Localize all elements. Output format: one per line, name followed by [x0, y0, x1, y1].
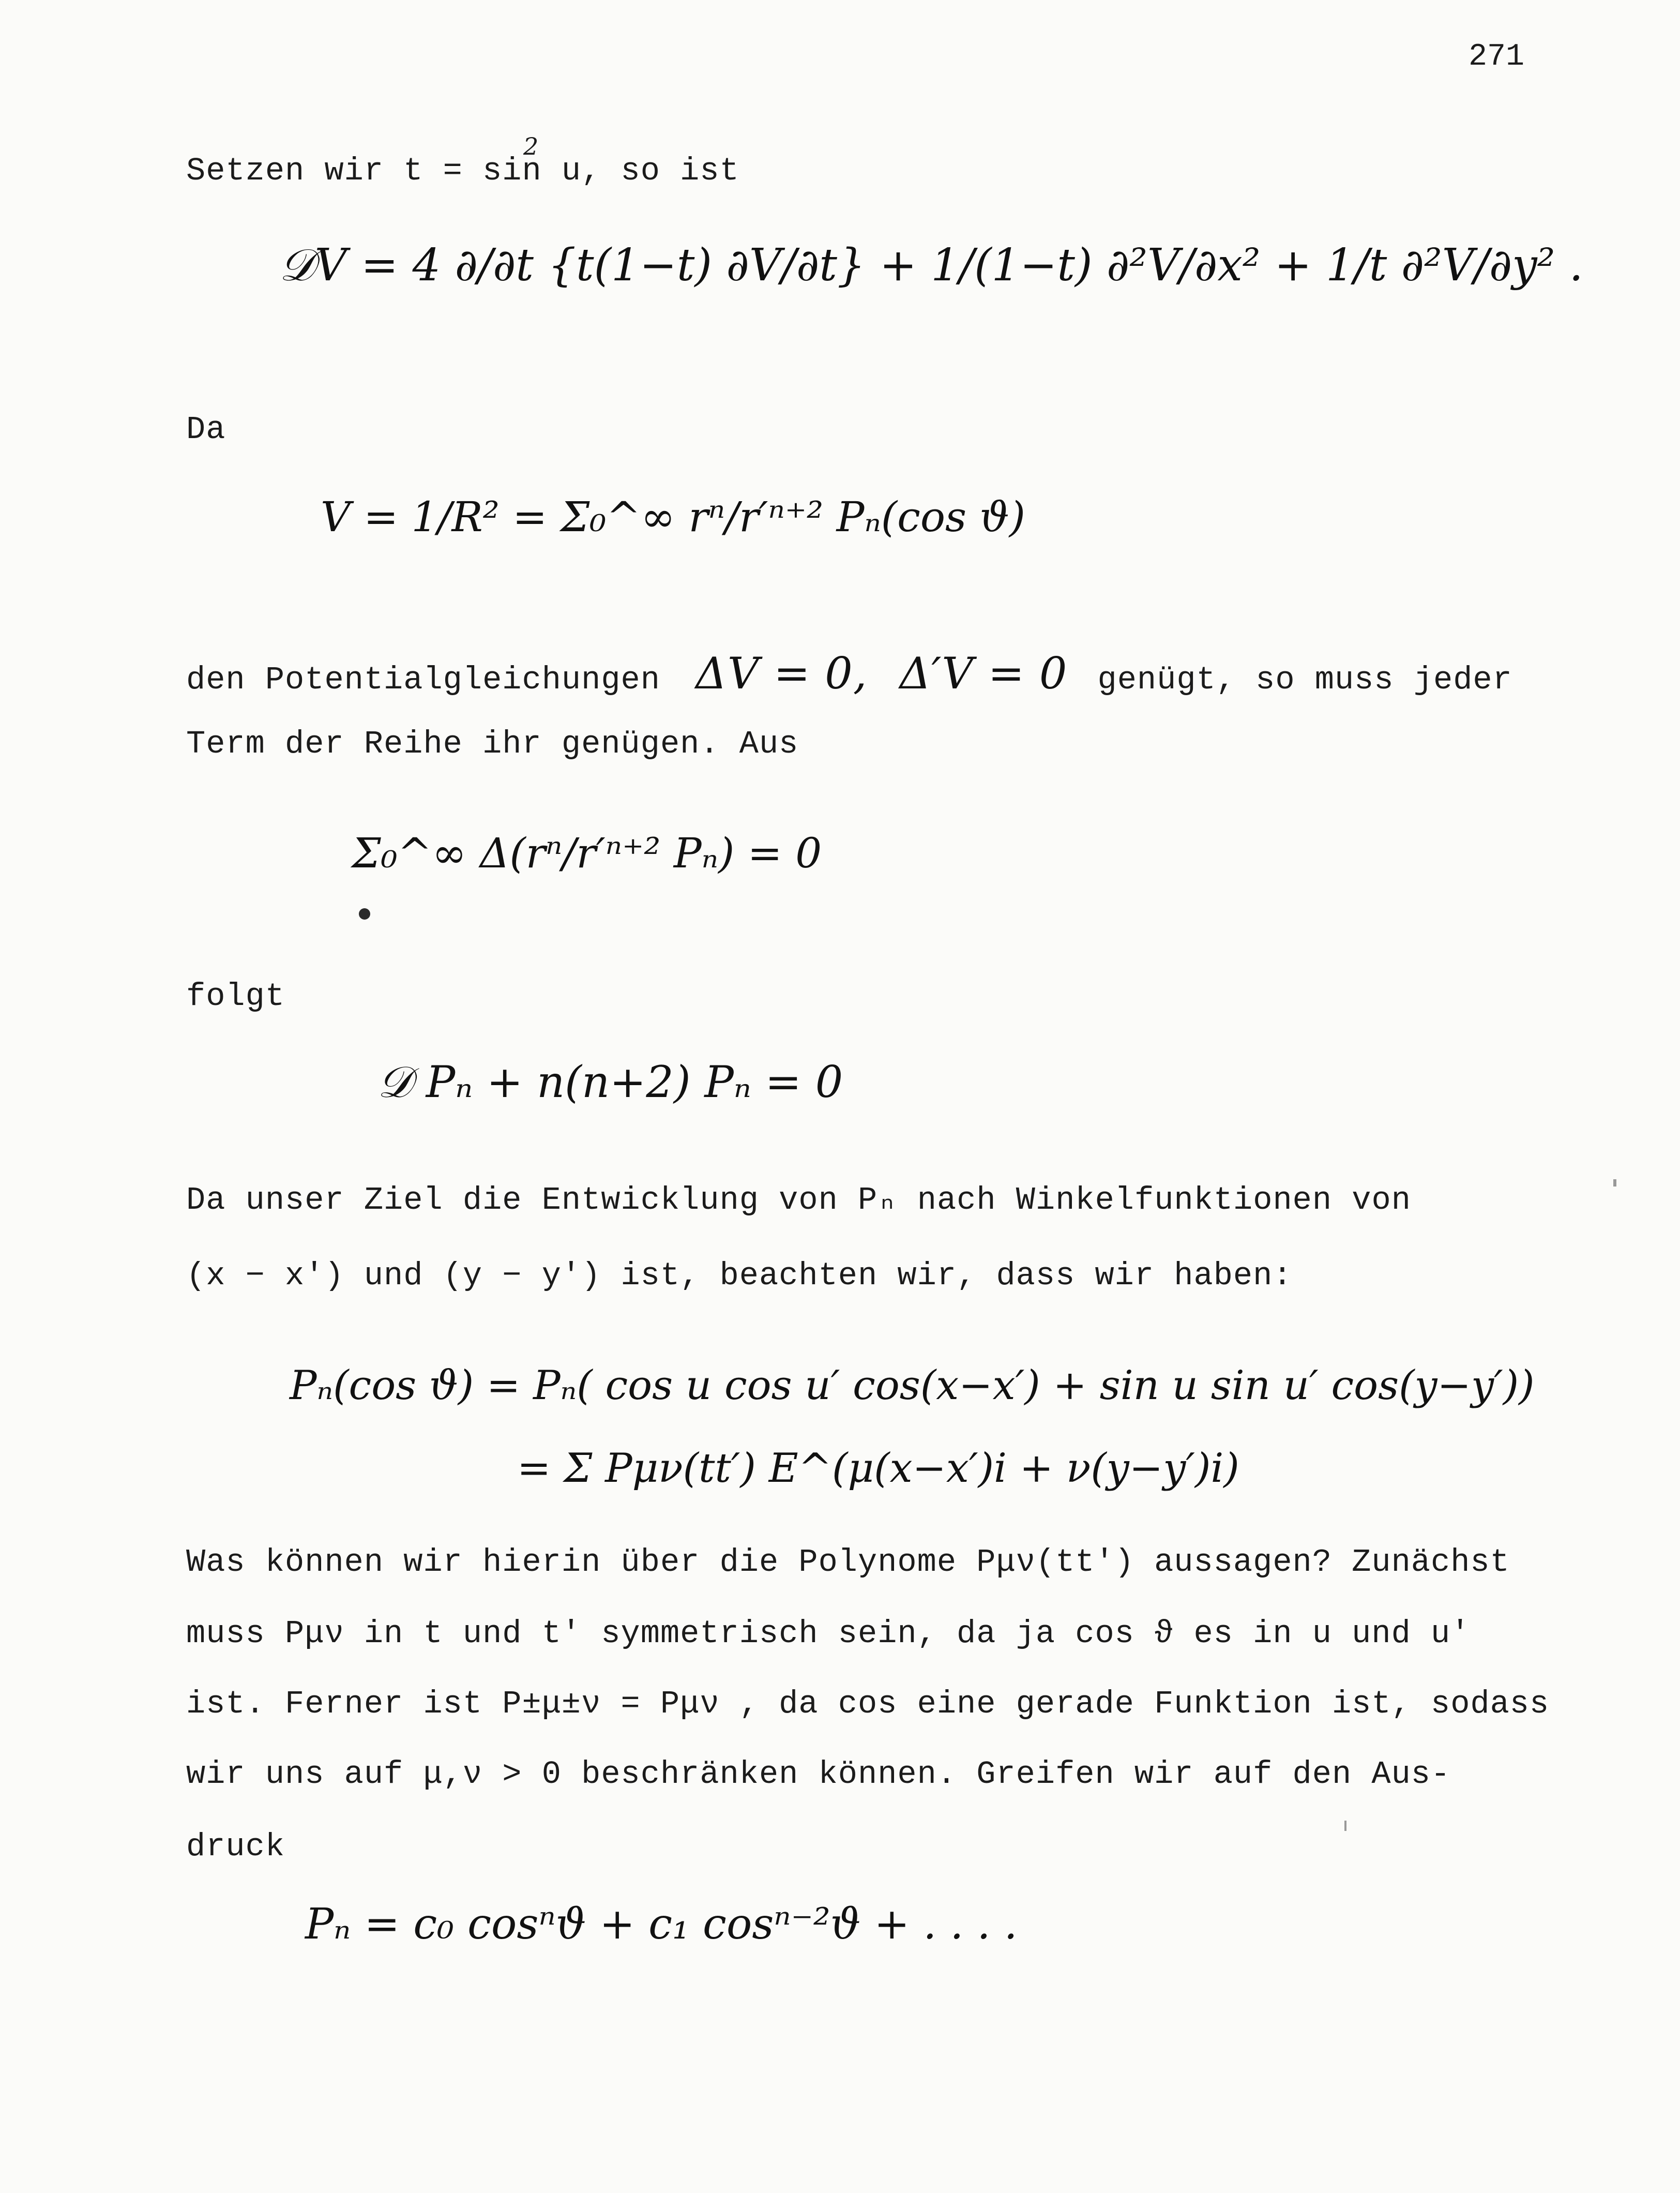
- equation-laplace-2: Δ′V = 0: [899, 648, 1068, 699]
- text-line-3-b: genügt, so muss jeder: [1097, 662, 1512, 698]
- equation-2: V = 1/R² = Σ₀^∞ rⁿ/r′ⁿ⁺² Pₙ(cos ϑ): [321, 493, 1025, 541]
- margin-mark: [1613, 1179, 1616, 1186]
- text-line-6-content: Da unser Ziel die Entwicklung von Pₙ nach Winkelfunktionen von: [186, 1182, 1411, 1219]
- margin-mark: [1344, 1821, 1346, 1831]
- equation-laplace-1: ΔV = 0,: [695, 648, 868, 699]
- text-line-9-content: muss Pμν in t und t' symmetrisch sein, da ja cos ϑ es in u und u': [186, 1615, 1471, 1652]
- text-line-8-content: Was können wir hierin über die Polynome Pμν(tt′) aussagen? Zunächst: [186, 1544, 1510, 1581]
- text-line-7: [186, 1257, 1655, 1294]
- text-line-5: [186, 978, 1655, 1015]
- text-line-3-a: den Potentialgleichungen: [186, 662, 660, 698]
- page-number: 271: [1469, 39, 1525, 74]
- text-line-11-content: wir uns auf μ,ν > 0 beschränken können. Greifen wir auf den Aus-: [186, 1756, 1451, 1793]
- text-line-3: [186, 648, 1655, 699]
- handwritten-exponent: 2: [523, 132, 539, 160]
- text-line-2: [186, 411, 1655, 448]
- text-line-10-content: ist. Ferner ist P±μ±ν = Pμν , da cos eine gerade Funktion ist, sodass: [186, 1686, 1550, 1722]
- text-line-7-content: (x − x') und (y − y') ist, beachten wir, dass wir haben:: [186, 1257, 1293, 1294]
- text-line-11: [186, 1756, 1655, 1793]
- text-line-4: [186, 728, 1655, 760]
- text-line-4-content: Term der Reihe ihr genügen. Aus: [186, 726, 799, 762]
- equation-1: 𝒟V = 4 ∂/∂t {t(1−t) ∂V/∂t} + 1/(1−t) ∂²V/∂x² + 1/t ∂²V/∂y² .: [279, 239, 1583, 291]
- text-line-2-content: Da: [186, 411, 226, 448]
- text-line-12: [186, 1828, 1655, 1865]
- text-line-1: [186, 155, 1655, 187]
- text-line-9: [186, 1615, 1655, 1652]
- text-line-10: [186, 1688, 1655, 1720]
- text-line-1-content: Setzen wir t = sin u, so ist: [186, 153, 739, 189]
- text-line-5-content: folgt: [186, 978, 285, 1015]
- ink-dot: [359, 908, 370, 920]
- text-line-6: [186, 1182, 1655, 1219]
- equation-5b: = Σ Pμν(tt′) E^(μ(x−x′)i + ν(y−y′)i): [517, 1445, 1239, 1492]
- equation-6: Pₙ = c₀ cosⁿϑ + c₁ cosⁿ⁻²ϑ + . . . .: [305, 1900, 1018, 1949]
- text-line-12-content: druck: [186, 1828, 285, 1865]
- text-line-8: [186, 1546, 1655, 1579]
- equation-5a: Pₙ(cos ϑ) = Pₙ( cos u cos u′ cos(x−x′) + sin u sin u′ cos(y−y′)): [290, 1362, 1535, 1409]
- equation-4: 𝒟 Pₙ + n(n+2) Pₙ = 0: [377, 1057, 843, 1107]
- equation-3: Σ₀^∞ Δ(rⁿ/r′ⁿ⁺² Pₙ) = 0: [352, 829, 822, 877]
